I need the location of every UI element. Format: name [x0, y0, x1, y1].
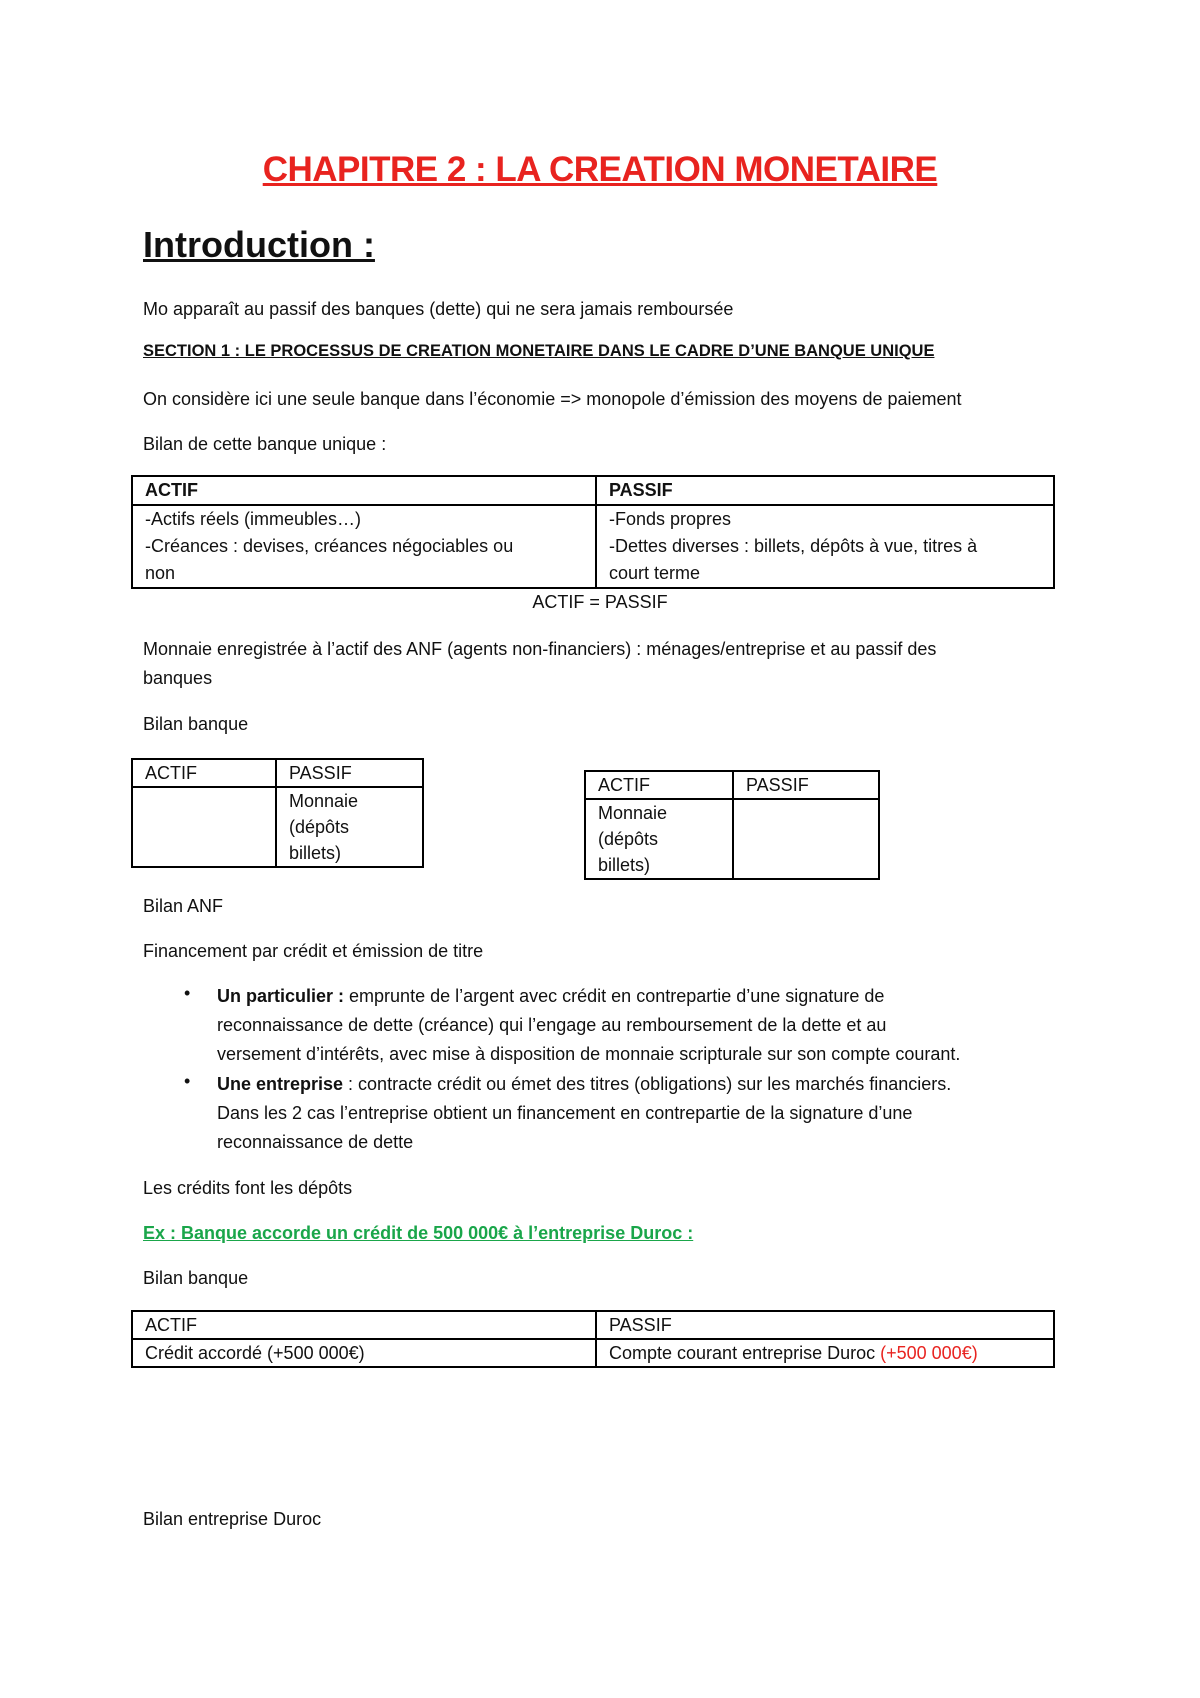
table-cell-passif: [276, 787, 423, 867]
table-line: billets): [598, 855, 651, 875]
table-line: (dépôts: [289, 817, 350, 837]
table-line: -Créances : devises, créances négociables ou: [145, 536, 514, 556]
table-line: court terme: [609, 563, 701, 583]
table-header-passif: PASSIF: [276, 759, 423, 787]
table-line: Monnaie: [289, 791, 359, 811]
balance-sheet-table-anf: [584, 770, 880, 880]
table-header-actif: ACTIF: [132, 759, 276, 787]
bullet-1-label: Un particulier :: [217, 986, 345, 1006]
paragraph-financement: Financement par crédit et émission de titre: [143, 941, 484, 961]
bullet-1-text: emprunte de l’argent avec crédit en contrepartie d’une signature de: [344, 986, 885, 1006]
table-line: (dépôts: [598, 829, 659, 849]
table-line: -Actifs réels (immeubles…): [145, 509, 362, 529]
table-cell-actif: [132, 787, 276, 867]
paragraph-monnaie-line1: Monnaie enregistrée à l’actif des ANF (agents non-financiers) : ménages/entreprise et au passif des: [143, 639, 937, 659]
equation-actif-passif: ACTIF = PASSIF: [532, 592, 668, 612]
balance-sheet-table-credit: [131, 1310, 1055, 1368]
bullet-1-line2: reconnaissance de dette (créance) qui l’engage au remboursement de la dette et au: [217, 1015, 887, 1035]
table-line: -Dettes diverses : billets, dépôts à vue, titres à: [609, 536, 978, 556]
table-cell-actif: [585, 799, 733, 879]
bullet-2-label: Une entreprise: [217, 1074, 344, 1094]
paragraph-bilan-duroc: Bilan entreprise Duroc: [143, 1509, 322, 1529]
paragraph-credits-depots: Les crédits font les dépôts: [143, 1178, 353, 1198]
balance-sheet-table-unique: [131, 475, 1055, 589]
table-header-passif: PASSIF: [733, 771, 879, 799]
paragraph-single-bank: On considère ici une seule banque dans l’économie => monopole d’émission des moyens de paiement: [143, 389, 962, 409]
paragraph-bilan-banque: Bilan banque: [143, 714, 249, 734]
table-line: -Fonds propres: [609, 509, 732, 529]
table-cell-passif: [733, 799, 879, 879]
paragraph-bilan-unique: Bilan de cette banque unique :: [143, 434, 387, 454]
passif-amount: (+500 000€): [880, 1343, 978, 1363]
intro-text: Mo apparaît au passif des banques (dette) qui ne sera jamais remboursée: [143, 299, 734, 319]
bullet-2-line3: reconnaissance de dette: [217, 1132, 414, 1152]
bullet-2-line1: [217, 1071, 951, 1097]
paragraph-bilan-anf: Bilan ANF: [143, 896, 224, 916]
table-cell-actif: [132, 505, 596, 588]
table-header-passif: PASSIF: [596, 476, 1054, 505]
document-title: CHAPITRE 2 : LA CREATION MONETAIRE: [262, 150, 938, 189]
table-header-actif: ACTIF: [132, 1311, 596, 1339]
table-header-actif: ACTIF: [132, 476, 596, 505]
example-heading: Ex : Banque accorde un crédit de 500 000€ à l’entreprise Duroc :: [143, 1223, 694, 1243]
bullet-dot-icon: •: [184, 983, 191, 1003]
bullet-2-line2: Dans les 2 cas l’entreprise obtient un financement en contrepartie de la signature d’une: [217, 1103, 913, 1123]
bullet-1-line3: versement d’intérêts, avec mise à disposition de monnaie scripturale sur son compte courant.: [217, 1044, 961, 1064]
passif-text: Compte courant entreprise Duroc: [609, 1343, 881, 1363]
table-header-actif: ACTIF: [585, 771, 733, 799]
bullet-dot-icon: •: [184, 1071, 191, 1091]
bullet-1-line1: [217, 983, 884, 1009]
table-header-passif: PASSIF: [596, 1311, 1054, 1339]
intro-heading: Introduction :: [143, 224, 375, 265]
table-line: billets): [289, 843, 342, 863]
table-line: Monnaie: [598, 803, 668, 823]
section-1-heading: SECTION 1 : LE PROCESSUS DE CREATION MONETAIRE DANS LE CADRE D’UNE BANQUE UNIQUE: [143, 342, 935, 360]
table-cell-passif: [596, 505, 1054, 588]
balance-sheet-table-banque: [131, 758, 424, 868]
paragraph-bilan-banque-2: Bilan banque: [143, 1268, 249, 1288]
bullet-2-text: : contracte crédit ou émet des titres (obligations) sur les marchés financiers.: [343, 1074, 952, 1094]
table-cell-actif: Crédit accordé (+500 000€): [132, 1339, 596, 1367]
table-cell-passif: [596, 1339, 1054, 1367]
table-line: non: [145, 563, 176, 583]
paragraph-monnaie-line2: banques: [143, 668, 213, 688]
